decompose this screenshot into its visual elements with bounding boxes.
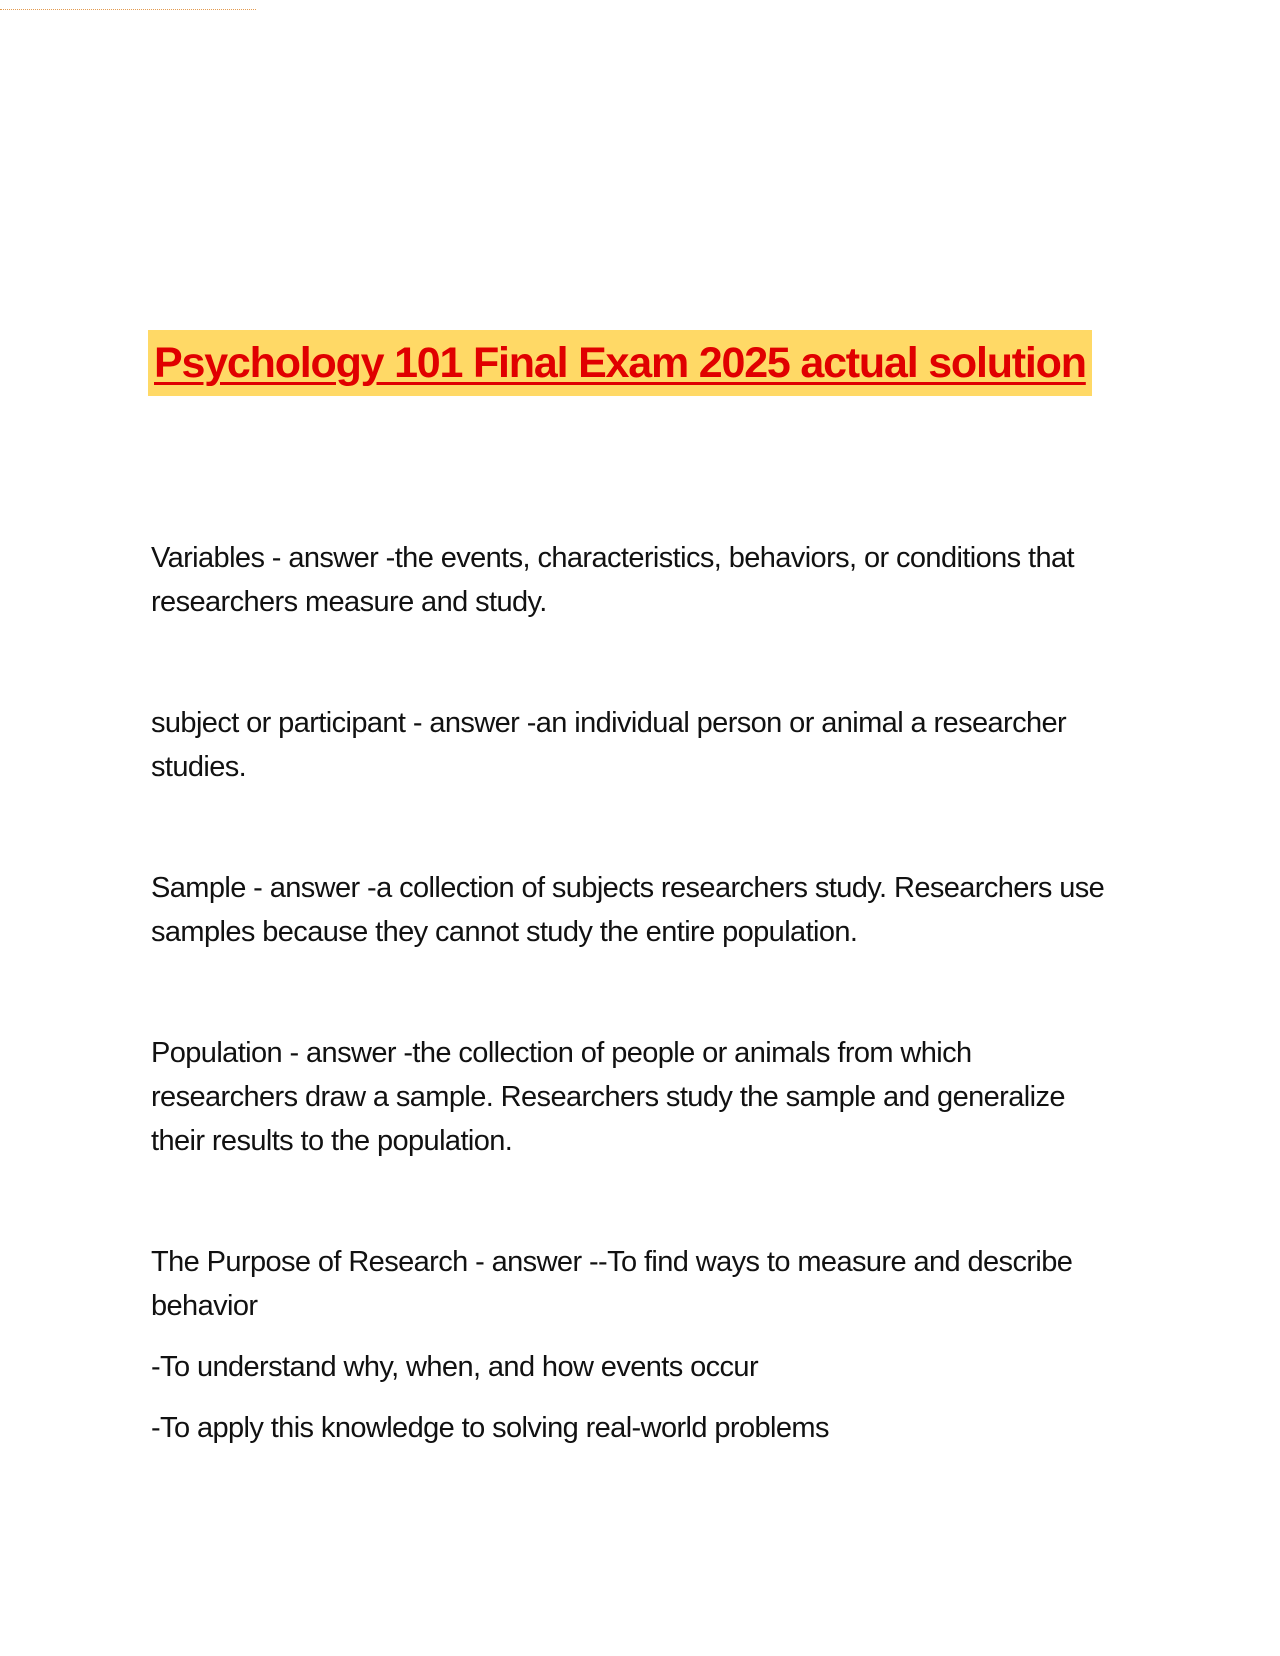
entry-variables [151, 536, 1131, 624]
entry-line: their results to the population. [151, 1125, 513, 1157]
title-highlight [148, 330, 1092, 396]
entry-purpose-of-research [151, 1240, 1131, 1328]
entry-population [151, 1031, 1131, 1163]
entry-subject-participant [151, 701, 1131, 789]
entry-line: researchers measure and study. [151, 586, 547, 618]
entry-line: Sample - answer -a collection of subjects researchers study. Researchers use [151, 872, 1105, 904]
purpose-bullet: -To understand why, when, and how events occur [151, 1351, 759, 1383]
entry-line: Population - answer -the collection of people or animals from which [151, 1037, 972, 1069]
entry-line: behavior [151, 1290, 258, 1322]
document-title: Psychology 101 Final Exam 2025 actual solution [154, 338, 1086, 387]
entry-line: The Purpose of Research - answer --To find ways to measure and describe [151, 1246, 1073, 1278]
entry-line: subject or participant - answer -an individual person or animal a researcher [151, 707, 1067, 739]
entry-line: samples because they cannot study the entire population. [151, 916, 858, 948]
entry-line: studies. [151, 751, 247, 783]
header-dotted-rule [0, 9, 256, 10]
entry-sample [151, 866, 1131, 954]
entry-line: Variables - answer -the events, characteristics, behaviors, or conditions that [151, 542, 1075, 574]
purpose-bullet: -To apply this knowledge to solving real-world problems [151, 1412, 829, 1444]
entry-line: researchers draw a sample. Researchers study the sample and generalize [151, 1081, 1065, 1113]
